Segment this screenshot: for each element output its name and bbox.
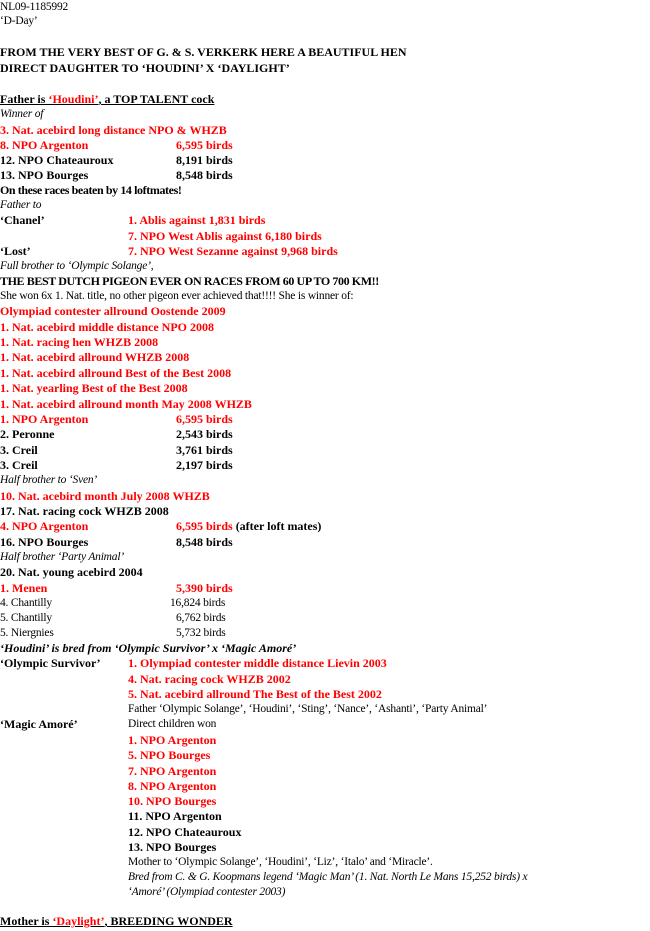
result-place: 4. NPO Argenton bbox=[0, 519, 89, 533]
bred-from-line: ‘Houdini’ is bred from ‘Olympic Survivor’ x ‘Magic Amoré’ bbox=[0, 641, 297, 655]
win-birds: 8,548 birds bbox=[176, 168, 233, 182]
party-result-3 bbox=[0, 611, 226, 626]
win-place: 12. NPO Chateauroux bbox=[0, 153, 114, 167]
chanel-result-2: 7. NPO West Ablis against 6,180 birds bbox=[128, 229, 322, 243]
solange-title-6: 1. Nat. yearling Best of the Best 2008 bbox=[0, 381, 188, 395]
result-birds: 8,548 birds bbox=[176, 535, 233, 549]
solange-title-7: 1. Nat. acebird allround month May 2008 WHZB bbox=[0, 397, 252, 411]
solange-title-4: 1. Nat. acebird allround WHZB 2008 bbox=[0, 350, 190, 364]
result-place: 2. Peronne bbox=[0, 427, 55, 441]
solange-title-1: Olympiad contester allround Oostende 2009 bbox=[0, 304, 226, 318]
amore-row-1 bbox=[0, 717, 217, 732]
solange-title-3: 1. Nat. racing hen WHZB 2008 bbox=[0, 335, 159, 349]
result-birds: 5,732 birds bbox=[176, 627, 226, 639]
half-brother-party-label: Half brother ‘Party Animal’ bbox=[0, 551, 124, 563]
amore-result: 8. NPO Argenton bbox=[128, 779, 217, 793]
chanel-row-1 bbox=[0, 213, 266, 228]
result-birds: 5,390 birds bbox=[176, 581, 233, 595]
lost-row bbox=[0, 244, 338, 259]
survivor-title-1: 1. Olympiad contester middle distance Lievin 2003 bbox=[128, 656, 387, 670]
she-won-note: She won 6x 1. Nat. title, no other pigeon ever achieved that!!!! She is winner of: bbox=[0, 290, 354, 302]
result-birds: 16,824 birds bbox=[170, 597, 226, 609]
amore-mother-to-text: Mother to ‘Olympic Solange’, ‘Houdini’, ‘Liz’, ‘Italo’ and ‘Miracle’. bbox=[128, 856, 433, 868]
result-birds: 3,761 birds bbox=[176, 443, 233, 457]
result-place: 5. Chantilly bbox=[0, 612, 52, 624]
pigeon-name: ‘D-Day’ bbox=[0, 15, 38, 27]
intro-line-1: FROM THE VERY BEST OF G. & S. VERKERK HERE A BEAUTIFUL HEN bbox=[0, 45, 407, 59]
amore-direct-children: Direct children won bbox=[128, 718, 217, 730]
amore-result: 12. NPO Chateauroux bbox=[128, 825, 242, 839]
ring-number: NL09-1185992 bbox=[0, 1, 69, 13]
sven-result-2 bbox=[0, 535, 233, 550]
solange-result-2 bbox=[0, 427, 233, 442]
survivor-name: ‘Olympic Survivor’ bbox=[0, 656, 101, 670]
sven-cock-title: 17. Nat. racing cock WHZB 2008 bbox=[0, 504, 169, 518]
father-win-1 bbox=[0, 123, 227, 138]
amore-result: 10. NPO Bourges bbox=[128, 794, 217, 808]
solange-title-2: 1. Nat. acebird middle distance NPO 2008 bbox=[0, 320, 214, 334]
amore-bred-text-1: Bred from C. & G. Koopmans legend ‘Magic Man’ (1. Nat. North Le Mans 15,252 birds) x bbox=[128, 871, 528, 883]
result-birds: 6,595 birds bbox=[176, 519, 233, 533]
survivor-father-of: Father ‘Olympic Solange’, ‘Houdini’, ‘Sting’, ‘Nance’, ‘Ashanti’, ‘Party Animal’ bbox=[128, 703, 488, 715]
result-birds: 2,543 birds bbox=[176, 427, 233, 441]
best-dutch-pigeon: THE BEST DUTCH PIGEON EVER ON RACES FROM 60 UP TO 700 KM!! bbox=[0, 274, 379, 288]
amore-result: 1. NPO Argenton bbox=[128, 733, 217, 747]
result-extra: (after loft mates) bbox=[232, 519, 322, 533]
solange-title-5: 1. Nat. acebird allround Best of the Best 2008 bbox=[0, 366, 232, 380]
party-result-2 bbox=[0, 596, 226, 611]
full-brother-label: Full brother to ‘Olympic Solange’, bbox=[0, 260, 154, 272]
father-heading-post: , a TOP TALENT cock bbox=[98, 92, 215, 106]
survivor-row-1 bbox=[0, 656, 387, 671]
win-place: 3. Nat. acebird long distance NPO & WHZB bbox=[0, 123, 227, 137]
lost-result: 7. NPO West Sezanne against 9,968 birds bbox=[128, 244, 338, 258]
amore-result: 7. NPO Argenton bbox=[128, 764, 217, 778]
win-birds: 8,191 birds bbox=[176, 153, 233, 167]
father-win-3 bbox=[0, 153, 233, 168]
party-title: 20. Nat. young acebird 2004 bbox=[0, 565, 143, 579]
result-place: 1. NPO Argenton bbox=[0, 412, 89, 426]
result-birds: 6,595 birds bbox=[176, 412, 233, 426]
result-place: 5. Niergnies bbox=[0, 627, 54, 639]
father-win-4 bbox=[0, 168, 233, 183]
beaten-note: On these races beaten by 14 loftmates! bbox=[0, 183, 182, 197]
father-heading-name: ‘Houdini’ bbox=[48, 92, 99, 106]
chanel-result-1: 1. Ablis against 1,831 birds bbox=[128, 213, 266, 227]
result-place: 4. Chantilly bbox=[0, 597, 52, 609]
amore-result: 5. NPO Bourges bbox=[128, 748, 211, 762]
solange-result-1 bbox=[0, 412, 233, 427]
father-win-2 bbox=[0, 138, 233, 153]
result-place: 3. Creil bbox=[0, 458, 38, 472]
win-place: 13. NPO Bourges bbox=[0, 168, 89, 182]
result-birds: 2,197 birds bbox=[176, 458, 233, 472]
amore-result: 11. NPO Argenton bbox=[128, 809, 222, 823]
win-birds: 6,595 birds bbox=[176, 138, 233, 152]
survivor-title-3: 5. Nat. acebird allround The Best of the Best 2002 bbox=[128, 687, 382, 701]
result-place: 3. Creil bbox=[0, 443, 38, 457]
amore-result: 13. NPO Bourges bbox=[128, 840, 217, 854]
father-heading-pre: Father is bbox=[0, 92, 49, 106]
winner-of-label: Winner of bbox=[0, 108, 44, 120]
lost-name: ‘Lost’ bbox=[0, 244, 31, 258]
mother-heading-pre: Mother is bbox=[0, 914, 53, 928]
solange-result-4 bbox=[0, 458, 233, 473]
intro-line-2: DIRECT DAUGHTER TO ‘HOUDINI’ X ‘DAYLIGHT’ bbox=[0, 61, 290, 75]
result-place: 1. Menen bbox=[0, 581, 48, 595]
party-result-1 bbox=[0, 581, 233, 596]
result-birds: 6,762 birds bbox=[176, 612, 226, 624]
mother-heading-name: ‘Daylight’ bbox=[52, 914, 105, 928]
amore-name: ‘Magic Amoré’ bbox=[0, 717, 78, 731]
mother-heading-post: , BREEDING WONDER bbox=[104, 914, 233, 928]
father-to-label: Father to bbox=[0, 199, 42, 211]
result-birds-group bbox=[176, 519, 321, 534]
sven-title: 10. Nat. acebird month July 2008 WHZB bbox=[0, 489, 210, 503]
chanel-name: ‘Chanel’ bbox=[0, 213, 45, 227]
amore-bred-text-2: ‘Amoré’ (Olympiad contester 2003) bbox=[128, 886, 286, 898]
sven-result-1 bbox=[0, 519, 322, 534]
half-brother-sven-label: Half brother to ‘Sven’ bbox=[0, 474, 98, 486]
party-result-4 bbox=[0, 626, 226, 641]
win-place: 8. NPO Argenton bbox=[0, 138, 89, 152]
result-place: 16. NPO Bourges bbox=[0, 535, 89, 549]
survivor-title-2: 4. Nat. racing cock WHZB 2002 bbox=[128, 672, 291, 686]
solange-result-3 bbox=[0, 443, 233, 458]
mother-heading bbox=[0, 914, 233, 929]
father-heading bbox=[0, 92, 214, 107]
